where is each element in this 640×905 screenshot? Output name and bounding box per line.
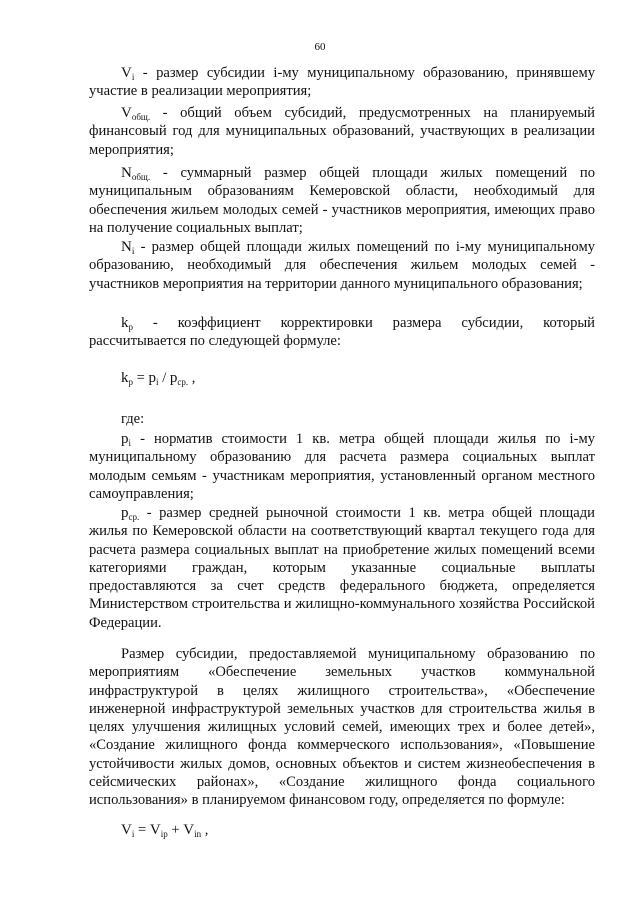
symbol-subscript: i <box>131 246 135 256</box>
definition-v-total <box>89 104 595 159</box>
formula-operator: = <box>133 370 149 386</box>
symbol: p <box>121 505 129 521</box>
formula-symbol: k <box>121 370 129 386</box>
definition-n-i <box>89 238 595 293</box>
formula-subscript: ip <box>160 829 168 839</box>
definition-text: - размер субсидии i-му муниципальному образованию, принявшему участие в реализации мероприятия; <box>89 65 595 100</box>
symbol: p <box>121 431 129 447</box>
definition-text: - общий объем субсидий, предусмотренных на планируемый финансовый год для муниципальных образований, участвующих в реализации мероприятия; <box>89 105 595 158</box>
formula-subscript: р <box>128 377 133 387</box>
formula-subscript: i <box>156 377 159 387</box>
page-number: 60 <box>314 41 326 53</box>
formula-punctuation: , <box>188 370 196 386</box>
definition-text: - норматив стоимости 1 кв. метра общей площади жилья по i-му муниципальному образованию для расчета размера социальных выплат молодым семьям - участникам мероприятия, установленный органом местного самоуправления; <box>89 431 595 502</box>
main-paragraph: Размер субсидии, предоставляемой муниципальному образованию по мероприятиям «Обеспечение земельных участков коммунальной инфраструктурой в целях жилищного строительства», «Обеспечение инженерной инфраструктурой земельных участков для строительства жилья в целях улучшения жилищных условий семей, имеющих трех и более детей», «Создание жилищного фонда коммерческого использования», «Повышение устойчивости жилых домов, основных объектов и систем жизнеобеспечения в сейсмических районах», «Создание жилищного фонда социального использования» в планируемом финансовом году, определяется по формуле: <box>89 646 595 809</box>
symbol-subscript: i <box>131 72 135 82</box>
definition-p-avg <box>89 504 595 632</box>
definition-k-p <box>89 314 595 351</box>
formula-k-p <box>121 369 627 387</box>
symbol-subscript: i <box>128 438 132 448</box>
formula-subscript: ср. <box>177 377 189 387</box>
symbol: V <box>121 105 132 121</box>
symbol-subscript: общ. <box>131 112 151 122</box>
formula-symbol: V <box>183 822 195 838</box>
definition-text: - суммарный размер общей площади жилых помещений по муниципальным образованиям Кемеровской области, необходимый для обеспечения жильем молодых семей - участников мероприятия, имеющих право на получение социальных выплат; <box>89 165 595 236</box>
symbol: N <box>121 239 132 255</box>
symbol: V <box>121 65 132 81</box>
definition-n-total <box>89 164 595 237</box>
definition-text: - размер средней рыночной стоимости 1 кв. метра общей площади жилья по Кемеровской области на соответствующий квартал текущего года для расчета размера социальных выплат на приобретение жилых помещений всеми категориями граждан, которым указанные социальные выплаты предоставляются за счет средств федерального бюджета, определяется Министерством строительства и жилищно-коммунального хозяйства Российской Федерации. <box>89 505 595 631</box>
symbol-subscript: ср. <box>128 512 140 522</box>
formula-symbol: V <box>121 822 132 838</box>
symbol-subscript: общ. <box>131 172 151 182</box>
formula-subscript: in <box>194 829 202 839</box>
formula-punctuation: , <box>201 822 209 838</box>
definition-v-i <box>89 64 595 101</box>
formula-operator: + <box>167 822 184 838</box>
definition-p-i <box>89 430 595 503</box>
formula-operator: / <box>158 370 170 386</box>
formula-v-i <box>121 821 627 839</box>
formula-symbol: V <box>149 822 161 838</box>
symbol: N <box>121 165 132 181</box>
formula-operator: = <box>134 822 150 838</box>
symbol-subscript: р <box>128 322 133 332</box>
definition-text: - размер общей площади жилых помещений по i-му муниципальному образованию, необходимый для обеспечения жильем молодых семей - участников мероприятия на территории данного муниципального образования; <box>89 239 595 292</box>
where-label: где: <box>121 411 145 427</box>
formula-symbol: p <box>169 370 178 386</box>
definition-text: - коэффициент корректировки размера субсидии, который рассчитывается по следующей формуле: <box>89 315 595 350</box>
symbol: k <box>121 315 129 331</box>
formula-symbol: p <box>148 370 157 386</box>
formula-subscript: i <box>131 829 135 839</box>
